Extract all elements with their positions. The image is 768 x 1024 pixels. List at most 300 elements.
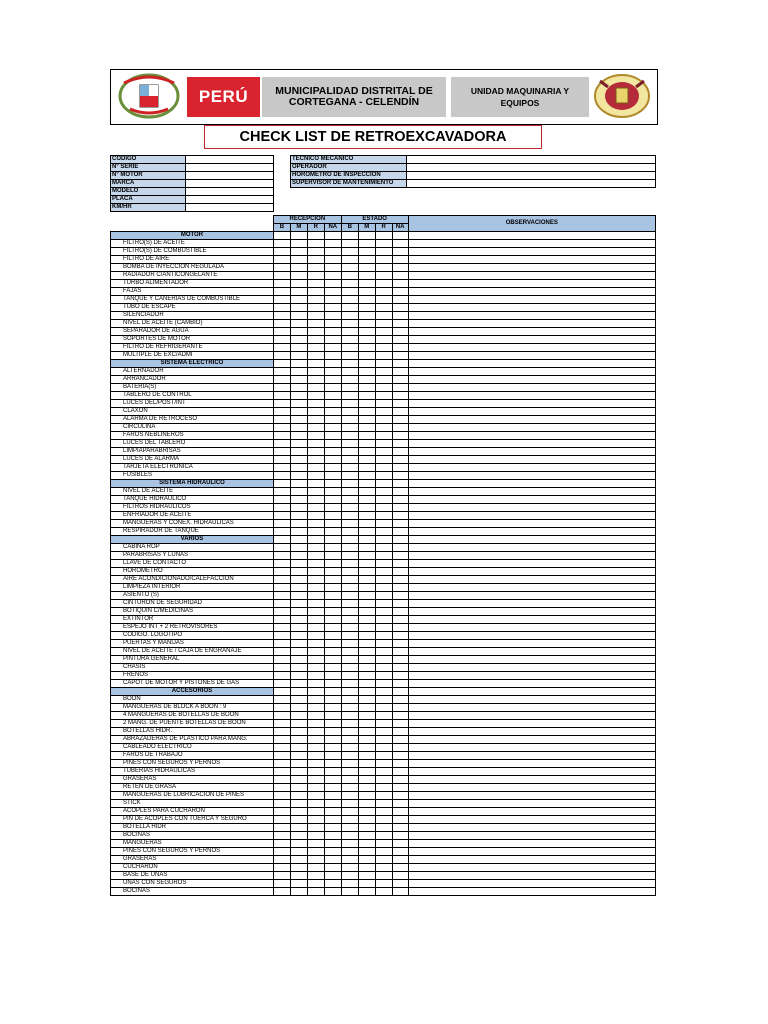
rating-checkbox[interactable] <box>290 664 307 672</box>
rating-checkbox[interactable] <box>307 800 324 808</box>
observation-field[interactable] <box>408 568 655 576</box>
rating-checkbox[interactable] <box>392 824 408 832</box>
observation-field[interactable] <box>408 672 655 680</box>
rating-checkbox[interactable] <box>375 776 392 784</box>
rating-checkbox[interactable] <box>392 624 408 632</box>
rating-checkbox[interactable] <box>307 272 324 280</box>
rating-checkbox[interactable] <box>290 496 307 504</box>
rating-checkbox[interactable] <box>341 544 358 552</box>
rating-checkbox[interactable] <box>375 680 392 688</box>
rating-checkbox[interactable] <box>273 592 290 600</box>
rating-checkbox[interactable] <box>341 392 358 400</box>
rating-checkbox[interactable] <box>392 552 408 560</box>
rating-checkbox[interactable] <box>273 456 290 464</box>
rating-checkbox[interactable] <box>341 768 358 776</box>
observation-field[interactable] <box>408 776 655 784</box>
rating-checkbox[interactable] <box>324 832 341 840</box>
rating-checkbox[interactable] <box>375 640 392 648</box>
rating-checkbox[interactable] <box>358 736 375 744</box>
rating-checkbox[interactable] <box>307 848 324 856</box>
rating-checkbox[interactable] <box>273 472 290 480</box>
rating-checkbox[interactable] <box>290 704 307 712</box>
rating-checkbox[interactable] <box>324 384 341 392</box>
rating-checkbox[interactable] <box>375 880 392 888</box>
rating-checkbox[interactable] <box>358 616 375 624</box>
rating-checkbox[interactable] <box>290 296 307 304</box>
rating-checkbox[interactable] <box>392 352 408 360</box>
rating-checkbox[interactable] <box>375 720 392 728</box>
rating-checkbox[interactable] <box>341 880 358 888</box>
rating-checkbox[interactable] <box>324 616 341 624</box>
rating-checkbox[interactable] <box>358 600 375 608</box>
rating-checkbox[interactable] <box>307 696 324 704</box>
rating-checkbox[interactable] <box>273 336 290 344</box>
rating-checkbox[interactable] <box>324 296 341 304</box>
rating-checkbox[interactable] <box>290 256 307 264</box>
rating-checkbox[interactable] <box>290 512 307 520</box>
rating-checkbox[interactable] <box>392 616 408 624</box>
rating-checkbox[interactable] <box>358 280 375 288</box>
rating-checkbox[interactable] <box>324 320 341 328</box>
rating-checkbox[interactable] <box>358 520 375 528</box>
rating-checkbox[interactable] <box>392 696 408 704</box>
rating-checkbox[interactable] <box>290 880 307 888</box>
rating-checkbox[interactable] <box>375 376 392 384</box>
rating-checkbox[interactable] <box>307 288 324 296</box>
rating-checkbox[interactable] <box>324 704 341 712</box>
rating-checkbox[interactable] <box>290 408 307 416</box>
rating-checkbox[interactable] <box>324 760 341 768</box>
rating-checkbox[interactable] <box>290 808 307 816</box>
observation-field[interactable] <box>408 576 655 584</box>
rating-checkbox[interactable] <box>341 296 358 304</box>
rating-checkbox[interactable] <box>375 456 392 464</box>
rating-checkbox[interactable] <box>307 632 324 640</box>
rating-checkbox[interactable] <box>392 736 408 744</box>
rating-checkbox[interactable] <box>307 816 324 824</box>
rating-checkbox[interactable] <box>290 760 307 768</box>
rating-checkbox[interactable] <box>341 248 358 256</box>
rating-checkbox[interactable] <box>375 696 392 704</box>
rating-checkbox[interactable] <box>273 832 290 840</box>
rating-checkbox[interactable] <box>290 680 307 688</box>
rating-checkbox[interactable] <box>358 424 375 432</box>
rating-checkbox[interactable] <box>358 880 375 888</box>
rating-checkbox[interactable] <box>307 592 324 600</box>
rating-checkbox[interactable] <box>324 632 341 640</box>
observation-field[interactable] <box>408 664 655 672</box>
rating-checkbox[interactable] <box>358 832 375 840</box>
rating-checkbox[interactable] <box>273 824 290 832</box>
rating-checkbox[interactable] <box>307 488 324 496</box>
rating-checkbox[interactable] <box>324 552 341 560</box>
rating-checkbox[interactable] <box>375 248 392 256</box>
observation-field[interactable] <box>408 312 655 320</box>
rating-checkbox[interactable] <box>375 672 392 680</box>
rating-checkbox[interactable] <box>375 616 392 624</box>
rating-checkbox[interactable] <box>290 584 307 592</box>
rating-checkbox[interactable] <box>273 416 290 424</box>
observation-field[interactable] <box>408 728 655 736</box>
rating-checkbox[interactable] <box>324 328 341 336</box>
rating-checkbox[interactable] <box>307 560 324 568</box>
rating-checkbox[interactable] <box>273 512 290 520</box>
rating-checkbox[interactable] <box>375 760 392 768</box>
rating-checkbox[interactable] <box>358 720 375 728</box>
rating-checkbox[interactable] <box>392 248 408 256</box>
rating-checkbox[interactable] <box>324 808 341 816</box>
rating-checkbox[interactable] <box>290 248 307 256</box>
rating-checkbox[interactable] <box>273 408 290 416</box>
rating-checkbox[interactable] <box>290 848 307 856</box>
rating-checkbox[interactable] <box>375 288 392 296</box>
observation-field[interactable] <box>408 288 655 296</box>
rating-checkbox[interactable] <box>273 304 290 312</box>
rating-checkbox[interactable] <box>392 376 408 384</box>
observation-field[interactable] <box>408 648 655 656</box>
rating-checkbox[interactable] <box>392 856 408 864</box>
rating-checkbox[interactable] <box>392 488 408 496</box>
observation-field[interactable] <box>408 256 655 264</box>
rating-checkbox[interactable] <box>341 832 358 840</box>
rating-checkbox[interactable] <box>307 376 324 384</box>
rating-checkbox[interactable] <box>341 512 358 520</box>
rating-checkbox[interactable] <box>341 288 358 296</box>
observation-field[interactable] <box>408 624 655 632</box>
rating-checkbox[interactable] <box>341 336 358 344</box>
rating-checkbox[interactable] <box>324 672 341 680</box>
rating-checkbox[interactable] <box>392 648 408 656</box>
rating-checkbox[interactable] <box>341 368 358 376</box>
rating-checkbox[interactable] <box>392 720 408 728</box>
rating-checkbox[interactable] <box>307 640 324 648</box>
rating-checkbox[interactable] <box>358 632 375 640</box>
rating-checkbox[interactable] <box>341 864 358 872</box>
rating-checkbox[interactable] <box>358 776 375 784</box>
rating-checkbox[interactable] <box>392 448 408 456</box>
rating-checkbox[interactable] <box>307 704 324 712</box>
rating-checkbox[interactable] <box>358 344 375 352</box>
rating-checkbox[interactable] <box>307 320 324 328</box>
rating-checkbox[interactable] <box>392 392 408 400</box>
rating-checkbox[interactable] <box>375 584 392 592</box>
rating-checkbox[interactable] <box>375 592 392 600</box>
observation-field[interactable] <box>408 872 655 880</box>
rating-checkbox[interactable] <box>375 432 392 440</box>
rating-checkbox[interactable] <box>358 680 375 688</box>
rating-checkbox[interactable] <box>392 832 408 840</box>
rating-checkbox[interactable] <box>375 864 392 872</box>
rating-checkbox[interactable] <box>273 856 290 864</box>
rating-checkbox[interactable] <box>341 312 358 320</box>
info-value-field[interactable] <box>185 164 273 172</box>
info-value-field[interactable] <box>406 172 655 180</box>
rating-checkbox[interactable] <box>375 304 392 312</box>
rating-checkbox[interactable] <box>324 408 341 416</box>
rating-checkbox[interactable] <box>392 744 408 752</box>
rating-checkbox[interactable] <box>392 768 408 776</box>
rating-checkbox[interactable] <box>324 424 341 432</box>
rating-checkbox[interactable] <box>307 840 324 848</box>
rating-checkbox[interactable] <box>290 400 307 408</box>
rating-checkbox[interactable] <box>324 872 341 880</box>
rating-checkbox[interactable] <box>273 424 290 432</box>
rating-checkbox[interactable] <box>273 328 290 336</box>
rating-checkbox[interactable] <box>341 576 358 584</box>
rating-checkbox[interactable] <box>358 312 375 320</box>
observation-field[interactable] <box>408 264 655 272</box>
rating-checkbox[interactable] <box>324 496 341 504</box>
rating-checkbox[interactable] <box>341 632 358 640</box>
rating-checkbox[interactable] <box>307 776 324 784</box>
rating-checkbox[interactable] <box>341 648 358 656</box>
rating-checkbox[interactable] <box>307 312 324 320</box>
rating-checkbox[interactable] <box>358 248 375 256</box>
rating-checkbox[interactable] <box>341 448 358 456</box>
rating-checkbox[interactable] <box>324 792 341 800</box>
observation-field[interactable] <box>408 528 655 536</box>
rating-checkbox[interactable] <box>290 472 307 480</box>
rating-checkbox[interactable] <box>290 504 307 512</box>
rating-checkbox[interactable] <box>358 576 375 584</box>
rating-checkbox[interactable] <box>290 280 307 288</box>
rating-checkbox[interactable] <box>324 840 341 848</box>
rating-checkbox[interactable] <box>307 664 324 672</box>
rating-checkbox[interactable] <box>324 736 341 744</box>
rating-checkbox[interactable] <box>273 504 290 512</box>
rating-checkbox[interactable] <box>375 296 392 304</box>
rating-checkbox[interactable] <box>307 824 324 832</box>
observation-field[interactable] <box>408 752 655 760</box>
observation-field[interactable] <box>408 704 655 712</box>
rating-checkbox[interactable] <box>392 800 408 808</box>
rating-checkbox[interactable] <box>324 376 341 384</box>
rating-checkbox[interactable] <box>358 240 375 248</box>
rating-checkbox[interactable] <box>307 600 324 608</box>
rating-checkbox[interactable] <box>375 408 392 416</box>
info-value-field[interactable] <box>185 156 273 164</box>
rating-checkbox[interactable] <box>358 608 375 616</box>
rating-checkbox[interactable] <box>290 304 307 312</box>
observation-field[interactable] <box>408 696 655 704</box>
rating-checkbox[interactable] <box>324 272 341 280</box>
rating-checkbox[interactable] <box>341 808 358 816</box>
rating-checkbox[interactable] <box>307 440 324 448</box>
rating-checkbox[interactable] <box>392 424 408 432</box>
rating-checkbox[interactable] <box>375 512 392 520</box>
rating-checkbox[interactable] <box>341 280 358 288</box>
rating-checkbox[interactable] <box>273 264 290 272</box>
rating-checkbox[interactable] <box>358 728 375 736</box>
rating-checkbox[interactable] <box>341 440 358 448</box>
rating-checkbox[interactable] <box>341 592 358 600</box>
rating-checkbox[interactable] <box>375 848 392 856</box>
rating-checkbox[interactable] <box>375 240 392 248</box>
rating-checkbox[interactable] <box>307 392 324 400</box>
rating-checkbox[interactable] <box>290 624 307 632</box>
rating-checkbox[interactable] <box>375 256 392 264</box>
rating-checkbox[interactable] <box>358 528 375 536</box>
rating-checkbox[interactable] <box>290 240 307 248</box>
rating-checkbox[interactable] <box>324 400 341 408</box>
rating-checkbox[interactable] <box>290 872 307 880</box>
rating-checkbox[interactable] <box>324 752 341 760</box>
rating-checkbox[interactable] <box>273 800 290 808</box>
rating-checkbox[interactable] <box>307 472 324 480</box>
observation-field[interactable] <box>408 416 655 424</box>
rating-checkbox[interactable] <box>392 864 408 872</box>
rating-checkbox[interactable] <box>341 784 358 792</box>
rating-checkbox[interactable] <box>375 784 392 792</box>
rating-checkbox[interactable] <box>341 848 358 856</box>
observation-field[interactable] <box>408 240 655 248</box>
info-value-field[interactable] <box>406 156 655 164</box>
rating-checkbox[interactable] <box>290 384 307 392</box>
rating-checkbox[interactable] <box>307 368 324 376</box>
rating-checkbox[interactable] <box>290 888 307 896</box>
rating-checkbox[interactable] <box>273 672 290 680</box>
rating-checkbox[interactable] <box>307 616 324 624</box>
rating-checkbox[interactable] <box>375 392 392 400</box>
rating-checkbox[interactable] <box>375 832 392 840</box>
rating-checkbox[interactable] <box>392 816 408 824</box>
rating-checkbox[interactable] <box>358 352 375 360</box>
rating-checkbox[interactable] <box>392 336 408 344</box>
rating-checkbox[interactable] <box>358 584 375 592</box>
rating-checkbox[interactable] <box>273 272 290 280</box>
rating-checkbox[interactable] <box>392 872 408 880</box>
observation-field[interactable] <box>408 600 655 608</box>
rating-checkbox[interactable] <box>341 624 358 632</box>
rating-checkbox[interactable] <box>307 248 324 256</box>
rating-checkbox[interactable] <box>375 704 392 712</box>
rating-checkbox[interactable] <box>324 312 341 320</box>
rating-checkbox[interactable] <box>375 464 392 472</box>
rating-checkbox[interactable] <box>307 352 324 360</box>
rating-checkbox[interactable] <box>358 560 375 568</box>
rating-checkbox[interactable] <box>273 432 290 440</box>
rating-checkbox[interactable] <box>324 560 341 568</box>
info-value-field[interactable] <box>406 164 655 172</box>
rating-checkbox[interactable] <box>290 632 307 640</box>
rating-checkbox[interactable] <box>358 784 375 792</box>
rating-checkbox[interactable] <box>290 600 307 608</box>
rating-checkbox[interactable] <box>307 240 324 248</box>
rating-checkbox[interactable] <box>358 712 375 720</box>
rating-checkbox[interactable] <box>392 272 408 280</box>
rating-checkbox[interactable] <box>307 416 324 424</box>
rating-checkbox[interactable] <box>392 560 408 568</box>
rating-checkbox[interactable] <box>375 608 392 616</box>
rating-checkbox[interactable] <box>341 816 358 824</box>
rating-checkbox[interactable] <box>375 552 392 560</box>
rating-checkbox[interactable] <box>392 776 408 784</box>
rating-checkbox[interactable] <box>307 280 324 288</box>
rating-checkbox[interactable] <box>273 576 290 584</box>
observation-field[interactable] <box>408 720 655 728</box>
rating-checkbox[interactable] <box>307 328 324 336</box>
rating-checkbox[interactable] <box>392 888 408 896</box>
rating-checkbox[interactable] <box>341 432 358 440</box>
observation-field[interactable] <box>408 888 655 896</box>
rating-checkbox[interactable] <box>375 808 392 816</box>
rating-checkbox[interactable] <box>324 824 341 832</box>
rating-checkbox[interactable] <box>273 656 290 664</box>
rating-checkbox[interactable] <box>341 240 358 248</box>
rating-checkbox[interactable] <box>341 840 358 848</box>
rating-checkbox[interactable] <box>341 528 358 536</box>
rating-checkbox[interactable] <box>375 768 392 776</box>
rating-checkbox[interactable] <box>358 792 375 800</box>
rating-checkbox[interactable] <box>358 672 375 680</box>
rating-checkbox[interactable] <box>375 528 392 536</box>
rating-checkbox[interactable] <box>290 424 307 432</box>
rating-checkbox[interactable] <box>358 488 375 496</box>
rating-checkbox[interactable] <box>341 496 358 504</box>
rating-checkbox[interactable] <box>358 816 375 824</box>
rating-checkbox[interactable] <box>341 640 358 648</box>
rating-checkbox[interactable] <box>273 864 290 872</box>
rating-checkbox[interactable] <box>341 792 358 800</box>
rating-checkbox[interactable] <box>341 376 358 384</box>
rating-checkbox[interactable] <box>358 824 375 832</box>
rating-checkbox[interactable] <box>324 744 341 752</box>
rating-checkbox[interactable] <box>358 696 375 704</box>
rating-checkbox[interactable] <box>324 776 341 784</box>
rating-checkbox[interactable] <box>375 472 392 480</box>
rating-checkbox[interactable] <box>273 568 290 576</box>
observation-field[interactable] <box>408 280 655 288</box>
rating-checkbox[interactable] <box>324 528 341 536</box>
rating-checkbox[interactable] <box>290 456 307 464</box>
rating-checkbox[interactable] <box>273 464 290 472</box>
observation-field[interactable] <box>408 368 655 376</box>
rating-checkbox[interactable] <box>341 424 358 432</box>
rating-checkbox[interactable] <box>307 384 324 392</box>
rating-checkbox[interactable] <box>307 808 324 816</box>
rating-checkbox[interactable] <box>273 616 290 624</box>
rating-checkbox[interactable] <box>273 760 290 768</box>
rating-checkbox[interactable] <box>358 416 375 424</box>
rating-checkbox[interactable] <box>392 680 408 688</box>
rating-checkbox[interactable] <box>375 328 392 336</box>
rating-checkbox[interactable] <box>392 664 408 672</box>
rating-checkbox[interactable] <box>324 248 341 256</box>
rating-checkbox[interactable] <box>307 584 324 592</box>
rating-checkbox[interactable] <box>273 352 290 360</box>
rating-checkbox[interactable] <box>273 344 290 352</box>
rating-checkbox[interactable] <box>290 560 307 568</box>
rating-checkbox[interactable] <box>290 776 307 784</box>
rating-checkbox[interactable] <box>392 712 408 720</box>
rating-checkbox[interactable] <box>290 448 307 456</box>
rating-checkbox[interactable] <box>358 392 375 400</box>
rating-checkbox[interactable] <box>392 456 408 464</box>
rating-checkbox[interactable] <box>375 816 392 824</box>
observation-field[interactable] <box>408 632 655 640</box>
observation-field[interactable] <box>408 488 655 496</box>
observation-field[interactable] <box>408 344 655 352</box>
rating-checkbox[interactable] <box>324 800 341 808</box>
rating-checkbox[interactable] <box>341 304 358 312</box>
rating-checkbox[interactable] <box>392 544 408 552</box>
rating-checkbox[interactable] <box>392 512 408 520</box>
rating-checkbox[interactable] <box>324 504 341 512</box>
rating-checkbox[interactable] <box>290 824 307 832</box>
rating-checkbox[interactable] <box>273 888 290 896</box>
rating-checkbox[interactable] <box>324 392 341 400</box>
rating-checkbox[interactable] <box>392 528 408 536</box>
